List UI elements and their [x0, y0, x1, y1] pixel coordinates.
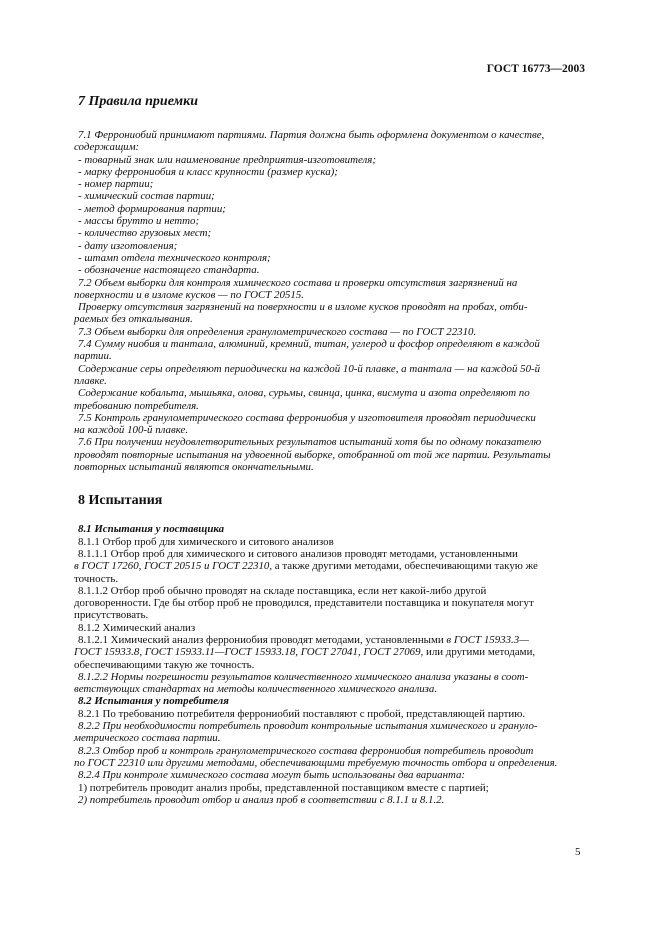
para-8-1-1-2-end: присутствовать. — [74, 609, 149, 622]
para-8-2-3: 8.2.3 Отбор проб и контроль гранулометрического состава феррониобия потребитель проводит — [78, 744, 534, 757]
list-item: - товарный знак или наименование предприятия-изготовителя; — [78, 153, 376, 166]
para-8-1-2-1-cont: ГОСТ 15933.8, ГОСТ 15933.11—ГОСТ 15933.18, ГОСТ 27041, ГОСТ 27069, или другими методами, — [74, 646, 536, 659]
option-1: 1) потребитель проводит анализ пробы, представленной поставщиком вместе с партией; — [78, 781, 489, 794]
page-number: 5 — [575, 846, 581, 858]
list-item: - штамп отдела технического контроля; — [78, 251, 271, 264]
para-7-2-cont: поверхности и в изломе кусков — по ГОСТ 20515. — [74, 288, 304, 301]
para-7-4: 7.4 Сумму ниобия и тантала, алюминий, кремний, титан, углерод и фосфор определяют в каждой — [78, 338, 540, 351]
para-8-1-1: 8.1.1 Отбор проб для химического и ситового анализов — [78, 535, 334, 548]
para-8-2-1: 8.2.1 По требованию потребителя феррониобий поставляют с пробой, представляющей партию. — [78, 707, 526, 720]
list-item: - номер партии; — [78, 178, 154, 191]
para-8-1-2-2-cont: ветствующих стандартах на методы количественного химического анализа. — [74, 683, 438, 696]
para-7-2-b: Проверку отсутствия загрязнений на поверхности и в изломе кусков проводят на пробах, отби- — [78, 301, 528, 314]
para-8-1-1-2-cont: договоренности. Где бы отбор проб не проводился, представители поставщика и покупателя могут — [74, 597, 534, 610]
option-2: 2) потребитель проводит отбор и анализ проб в соответствии с 8.1.1 и 8.1.2. — [78, 793, 445, 806]
para-8-1-2: 8.1.2 Химический анализ — [78, 621, 196, 634]
para-8-1-1-1: 8.1.1.1 Отбор проб для химического и ситового анализов проводят методами, установленными — [78, 547, 518, 560]
para-7-6: 7.6 При получении неудовлетворительных результатов испытаний хотя бы по одному показателю — [78, 436, 542, 449]
para-8-1-2-1: 8.1.2.1 Химический анализ феррониобия проводят методами, установленными в ГОСТ 15933.3— — [78, 633, 529, 646]
section-7-title: 7 Правила приемки — [78, 94, 199, 109]
para-7-1-cont: содержащим: — [74, 141, 140, 154]
para-8-2-4: 8.2.4 При контроле химического состава могут быть использованы два варианта: — [78, 769, 466, 782]
subsection-8-1-title: 8.1 Испытания у поставщика — [78, 523, 225, 536]
para-7-1: 7.1 Феррониобий принимают партиями. Партия должна быть оформлена документом о качестве, — [78, 129, 545, 141]
para-8-2-2: 8.2.2 При необходимости потребитель проводит контрольные испытания химического и грануло- — [78, 720, 538, 733]
delivery-document-list — [74, 154, 582, 277]
page-content — [74, 94, 582, 806]
para-7-4-c-cont: требованию потребителя. — [74, 399, 199, 412]
para-7-6-cont-1: проводят повторные испытания на удвоенной выборке, отобранной от той же партии. Результаты — [74, 448, 551, 461]
para-7-5-cont: на каждой 100-й плавке. — [74, 424, 189, 437]
para-8-2-3-cont: по ГОСТ 22310 или другими методами, обеспечивающими требуемую точность отбора и определения. — [74, 756, 558, 769]
para-8-2-2-cont: метрического состава партии. — [74, 732, 221, 745]
para-8-1-2-1-end: обеспечивающими такую же точность. — [74, 658, 255, 671]
para-8-1-1-2: 8.1.1.2 Отбор проб обычно проводят на складе поставщика, если нет какой-либо другой — [78, 584, 487, 597]
para-8-1-2-2: 8.1.2.2 Нормы погрешности результатов количественного химического анализа указаны в соот- — [78, 670, 529, 683]
list-item: - марку феррониобия и класс крупности (размер куска); — [78, 165, 338, 178]
para-7-4-c: Содержание кобальта, мышьяка, олова, сурьмы, свинца, цинка, висмута и азота определяют по — [78, 387, 530, 400]
para-7-5: 7.5 Контроль гранулометрического состава феррониобия у изготовителя проводят периодически — [78, 411, 536, 424]
para-7-4-b: Содержание серы определяют периодически на каждой 10-й плавке, а тантала — на каждой 50-й — [78, 362, 541, 375]
standard-header: ГОСТ 16773—2003 — [486, 63, 585, 75]
para-7-4-cont: партии. — [74, 350, 112, 363]
para-7-6-cont-2: повторных испытаний являются окончательными. — [74, 461, 314, 474]
para-8-1-1-1-cont: в ГОСТ 17260, ГОСТ 20515 и ГОСТ 22310, а также другими методами, обеспечивающими такую же — [74, 560, 538, 573]
list-item: - обозначение настоящего стандарта. — [78, 264, 260, 277]
para-7-2: 7.2 Объем выборки для контроля химического состава и проверки отсутствия загрязнений на — [78, 276, 518, 289]
list-item: - дату изготовления; — [78, 239, 178, 252]
subsection-8-2-title: 8.2 Испытания у потребителя — [78, 695, 229, 708]
section-8-title: 8 Испытания — [78, 493, 163, 509]
para-7-4-b-cont: плавке. — [74, 374, 107, 387]
para-8-1-1-1-end: точность. — [74, 572, 119, 585]
list-item: - метод формирования партии; — [78, 202, 226, 215]
list-item: - массы брутто и нетто; — [78, 215, 200, 228]
list-item: - количество грузовых мест; — [78, 227, 212, 240]
list-item: - химический состав партии; — [78, 190, 215, 203]
para-7-3: 7.3 Объем выборки для определения гранулометрического состава — по ГОСТ 22310. — [78, 325, 477, 338]
para-7-2-b-cont: раемых без откалывания. — [74, 313, 193, 326]
